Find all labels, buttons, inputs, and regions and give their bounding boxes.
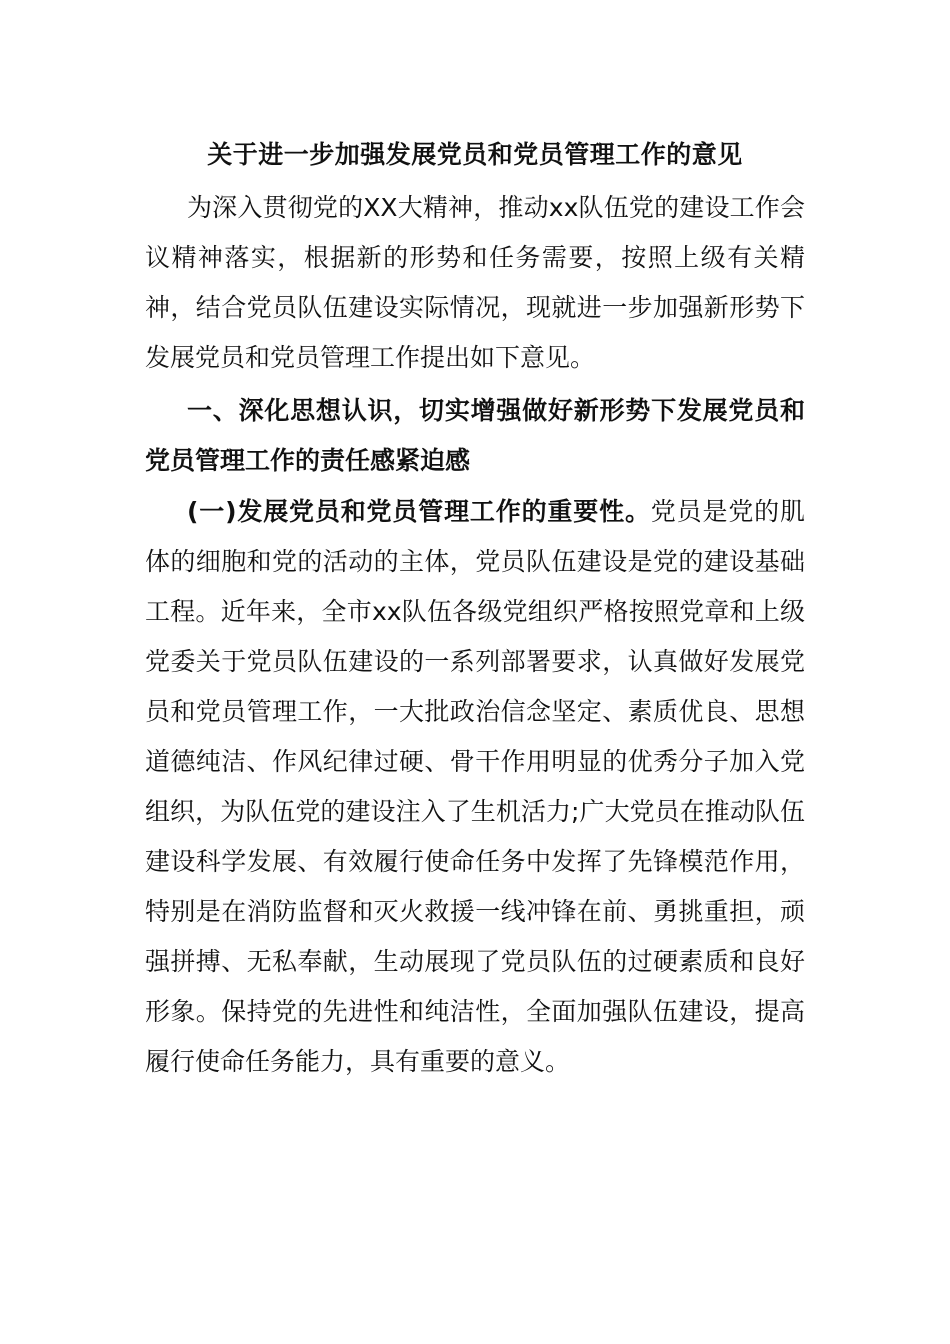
subsection-paragraph <box>145 487 805 1087</box>
intro-paragraph: 为深入贯彻党的XX大精神，推动xx队伍党的建设工作会议精神落实，根据新的形势和任务需要，按照上级有关精神，结合党员队伍建设实际情况，现就进一步加强新形势下发展党员和党员管理工作提出如下意见。 <box>145 193 805 372</box>
document-title: 关于进一步加强发展党员和党员管理工作的意见 <box>207 140 743 169</box>
section-heading: 一、深化思想认识，切实增强做好新形势下发展党员和党员管理工作的责任感紧迫感 <box>145 396 805 475</box>
subsection-heading: (一)发展党员和党员管理工作的重要性。 <box>187 497 651 526</box>
subsection-body: 党员是党的肌体的细胞和党的活动的主体，党员队伍建设是党的建设基础工程。近年来，全市xx队伍各级党组织严格按照党章和上级党委关于党员队伍建设的一系列部署要求，认真做好发展党员和党员管理工作，一大批政治信念坚定、素质优良、思想道德纯洁、作风纪律过硬、骨干作用明显的优秀分子加入党组织，为队伍党的建设注入了生机活力;广大党员在推动队伍建设科学发展、有效履行使命任务中发挥了先锋模范作用，特别是在消防监督和灭火救援一线冲锋在前、勇挑重担，顽强拼搏、无私奉献，生动展现了党员队伍的过硬素质和良好形象。保持党的先进性和纯洁性，全面加强队伍建设，提高履行使命任务能力，具有重要的意义。 <box>145 497 805 1076</box>
